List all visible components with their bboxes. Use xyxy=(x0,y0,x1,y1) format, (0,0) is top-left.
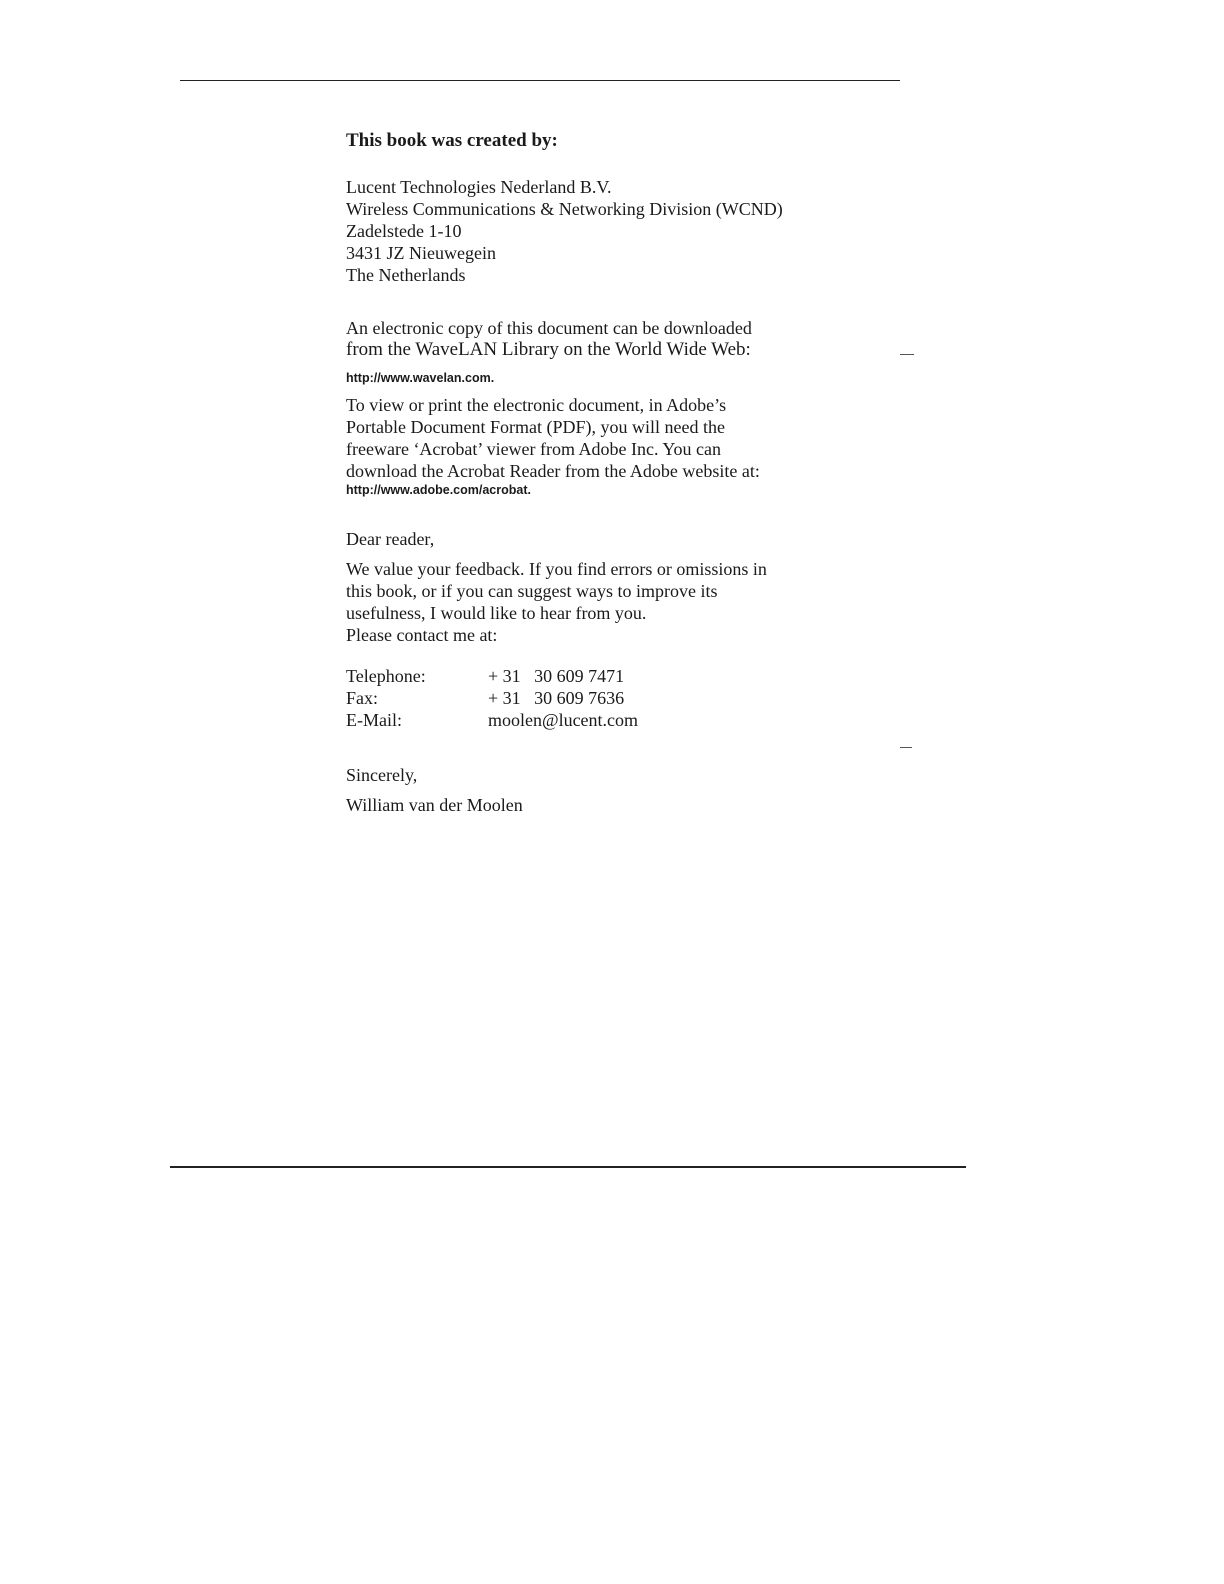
feedback-line: We value your feedback. If you find errors or omissions in xyxy=(346,559,767,579)
fax-value: + 31 30 609 7636 xyxy=(488,688,625,708)
contact-label: Telephone: xyxy=(346,666,426,686)
pdf-line: Portable Document Format (PDF), you will need the xyxy=(346,417,725,437)
contact-label: Fax: xyxy=(346,688,379,708)
contact-row-fax xyxy=(346,687,638,709)
address-line: Zadelstede 1-10 xyxy=(346,221,462,241)
closing-text: Sincerely, xyxy=(346,765,418,785)
pdf-paragraph xyxy=(346,394,866,498)
contact-row-telephone xyxy=(346,665,638,687)
feedback-line: this book, or if you can suggest ways to improve its xyxy=(346,581,718,601)
top-rule xyxy=(180,80,900,81)
colophon-content xyxy=(346,128,866,816)
contact-row-email xyxy=(346,709,638,731)
pdf-line: download the Acrobat Reader from the Adobe website at: xyxy=(346,461,760,481)
pdf-line: To view or print the electronic document, in Adobe’s xyxy=(346,395,727,415)
download-line: An electronic copy of this document can be downloaded xyxy=(346,318,752,338)
pdf-line: freeware ‘Acrobat’ viewer from Adobe Inc. You can xyxy=(346,439,722,459)
feedback-line: Please contact me at: xyxy=(346,625,498,645)
email-value[interactable]: moolen@lucent.com xyxy=(488,710,639,730)
signature xyxy=(346,794,866,816)
closing xyxy=(346,764,866,786)
feedback-line: usefulness, I would like to hear from you. xyxy=(346,603,647,623)
publisher-address xyxy=(346,176,866,286)
greeting-text: Dear reader, xyxy=(346,529,435,549)
bottom-rule xyxy=(170,1166,966,1168)
wavelan-url-link[interactable]: http://www.wavelan.com. xyxy=(346,371,495,385)
address-line: Wireless Communications & Networking Division (WCND) xyxy=(346,199,783,219)
address-line: 3431 JZ Nieuwegein xyxy=(346,243,496,263)
contact-table xyxy=(346,665,638,731)
contact-label: E-Mail: xyxy=(346,710,402,730)
greeting xyxy=(346,528,866,550)
telephone-value: + 31 30 609 7471 xyxy=(488,666,625,686)
address-line: The Netherlands xyxy=(346,265,466,285)
adobe-url-link[interactable]: http://www.adobe.com/acrobat. xyxy=(346,483,531,497)
download-paragraph xyxy=(346,317,866,386)
scan-speck xyxy=(900,747,912,748)
signature-name: William van der Moolen xyxy=(346,795,523,815)
page-heading: This book was created by: xyxy=(346,130,558,151)
feedback-paragraph xyxy=(346,558,866,646)
scan-speck xyxy=(900,354,914,355)
address-line: Lucent Technologies Nederland B.V. xyxy=(346,177,612,197)
download-line: from the WaveLAN Library on the World Wide Web: xyxy=(346,339,751,360)
